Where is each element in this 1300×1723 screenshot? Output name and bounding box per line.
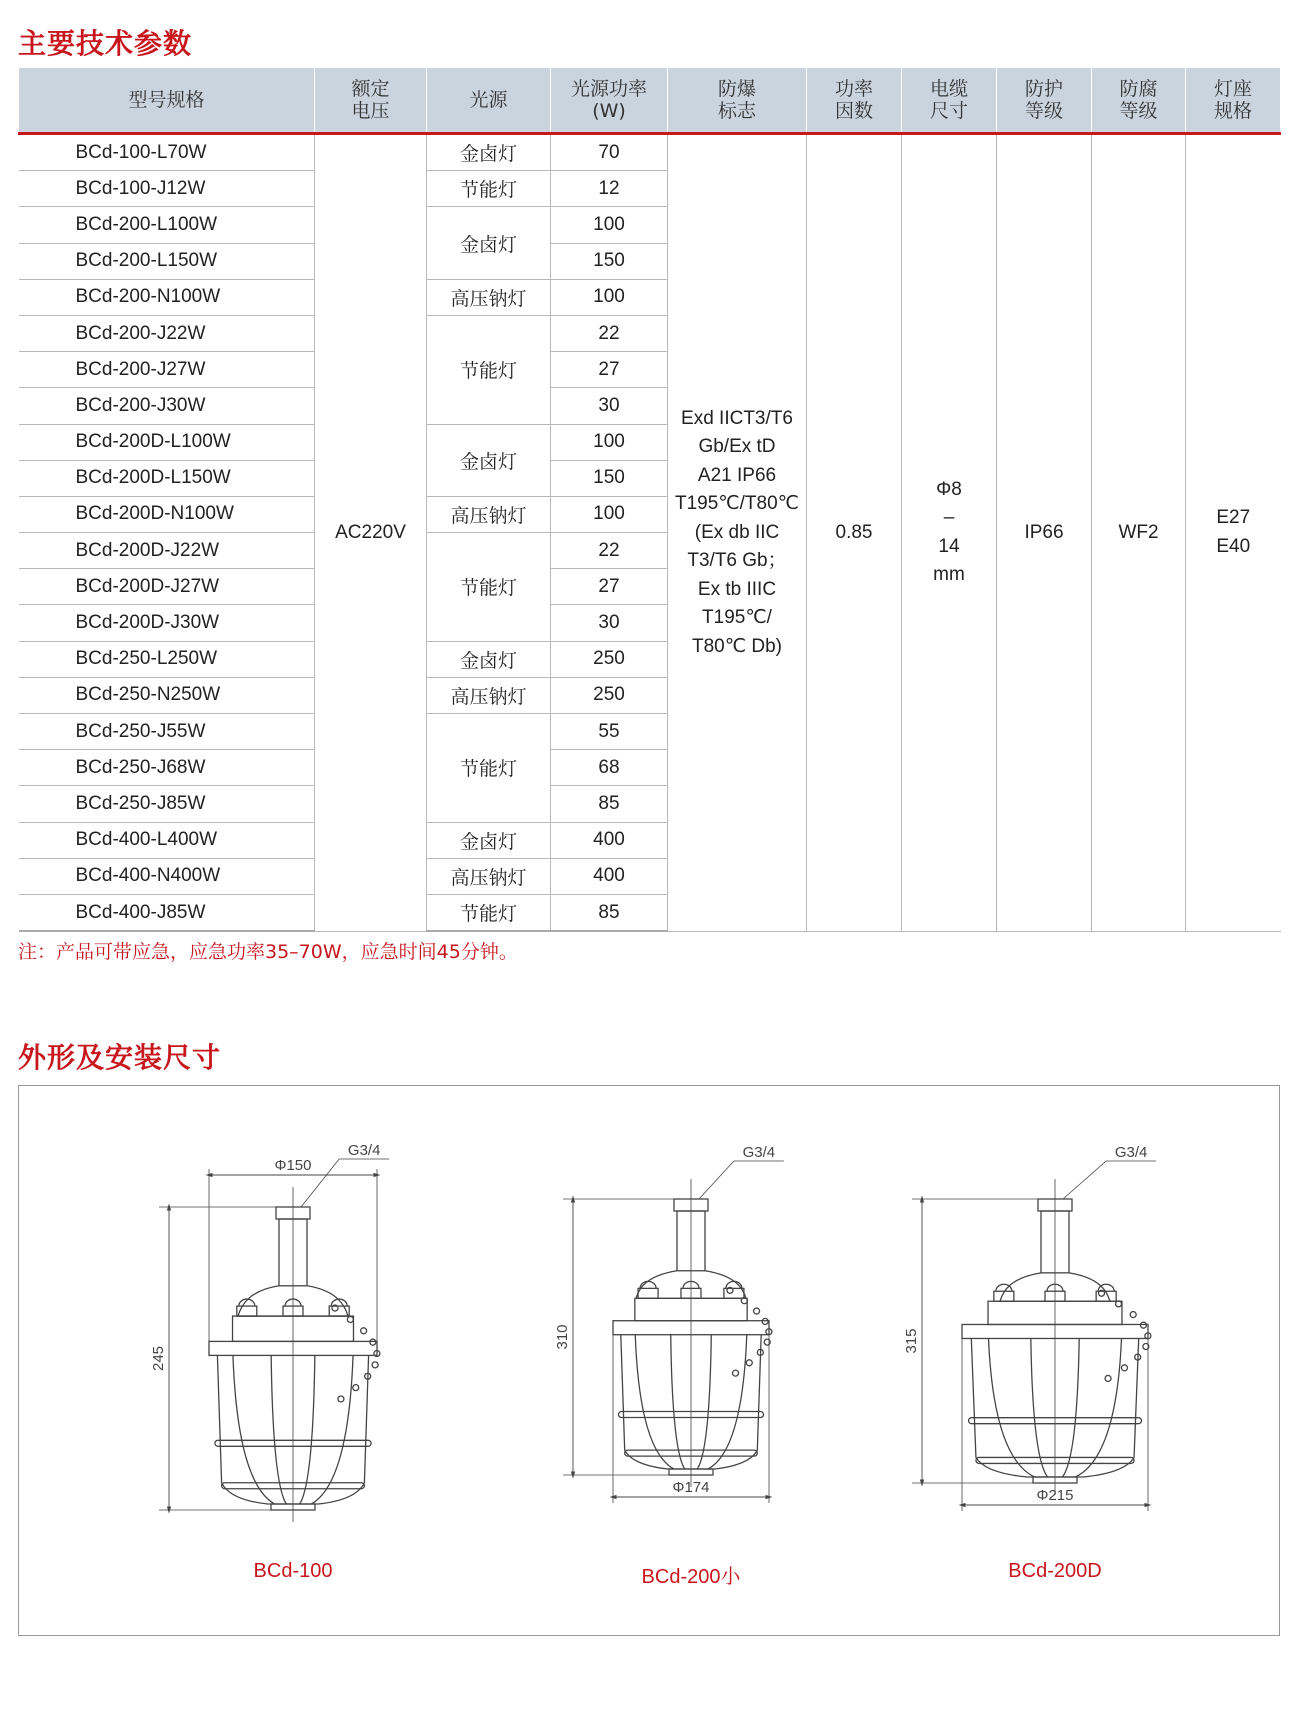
model-cell: BCd-200D-N100W — [19, 496, 315, 532]
power-cell: 100 — [551, 279, 668, 315]
light-source-cell: 金卤灯 — [427, 822, 551, 858]
socket-cell: E27 E40 — [1186, 134, 1281, 932]
cage-bar — [989, 1338, 1035, 1477]
thread-leader-line — [1063, 1161, 1156, 1199]
thread-leader-line — [301, 1159, 389, 1207]
model-cell: BCd-200D-J27W — [19, 569, 315, 605]
cable-size-cell: Φ8 – 14 mm — [902, 134, 997, 932]
column-header: 防腐 等级 — [1092, 68, 1186, 134]
light-source-cell: 节能灯 — [427, 171, 551, 207]
model-cell: BCd-200D-J30W — [19, 605, 315, 641]
light-source-cell: 高压钠灯 — [427, 496, 551, 532]
chain-link — [353, 1385, 359, 1391]
power-cell: 85 — [551, 894, 668, 931]
power-cell: 250 — [551, 641, 668, 677]
column-header: 电缆 尺寸 — [902, 68, 997, 134]
table-header-row — [19, 68, 1281, 134]
cage-bar — [1075, 1338, 1121, 1477]
model-cell: BCd-100-L70W — [19, 134, 315, 171]
power-cell: 27 — [551, 352, 668, 388]
thread-label: G3/4 — [742, 1144, 776, 1161]
power-cell: 100 — [551, 424, 668, 460]
model-cell: BCd-200-J30W — [19, 388, 315, 424]
chain-link — [754, 1308, 760, 1314]
bolt — [638, 1288, 658, 1298]
cage-bar — [1031, 1338, 1048, 1477]
dimension-drawings-panel — [18, 1085, 1280, 1636]
model-cell: BCd-400-N400W — [19, 858, 315, 894]
power-cell: 55 — [551, 714, 668, 750]
drawing-caption: BCd-100 — [253, 1560, 333, 1582]
height-label: 245 — [150, 1345, 167, 1372]
model-cell: BCd-400-L400W — [19, 822, 315, 858]
model-cell: BCd-250-J68W — [19, 750, 315, 786]
power-factor-cell: 0.85 — [807, 134, 902, 932]
power-cell: 150 — [551, 243, 668, 279]
model-cell: BCd-200-L150W — [19, 243, 315, 279]
model-cell: BCd-200D-L150W — [19, 460, 315, 496]
section-title-dimensions: 外形及安装尺寸 — [18, 1041, 222, 1074]
column-header: 功率 因数 — [807, 68, 902, 134]
power-cell: 30 — [551, 605, 668, 641]
cage-bar — [300, 1355, 315, 1504]
ex-mark-cell: Exd IICT3/T6 Gb/Ex tD A21 IP66 T195℃/T80℃ (Ex db IIC T3/T6 Gb； Ex tb IIIC T195℃/ T80℃ Db) — [668, 134, 807, 932]
power-cell: 400 — [551, 858, 668, 894]
power-cell: 70 — [551, 134, 668, 171]
light-source-cell: 高压钠灯 — [427, 677, 551, 713]
light-source-cell: 节能灯 — [427, 315, 551, 424]
chain-link — [347, 1316, 353, 1322]
column-header: 防爆 标志 — [668, 68, 807, 134]
light-source-cell: 金卤灯 — [427, 641, 551, 677]
model-cell: BCd-250-N250W — [19, 677, 315, 713]
chain-link — [361, 1328, 367, 1334]
chain-link — [746, 1360, 752, 1366]
light-source-cell: 节能灯 — [427, 714, 551, 823]
spec-table — [18, 68, 1281, 932]
column-header: 防护 等级 — [997, 68, 1092, 134]
cage-bar — [708, 1335, 747, 1469]
model-cell: BCd-200-L100W — [19, 207, 315, 243]
light-source-cell: 金卤灯 — [427, 207, 551, 279]
chain-link — [372, 1362, 378, 1368]
power-cell: 22 — [551, 533, 668, 569]
light-source-cell: 高压钠灯 — [427, 858, 551, 894]
chain-link — [733, 1370, 739, 1376]
power-cell: 400 — [551, 822, 668, 858]
power-cell: 100 — [551, 207, 668, 243]
width-label: Φ174 — [672, 1479, 710, 1496]
section-title-specs: 主要技术参数 — [18, 27, 193, 60]
lamp-drawings — [19, 1086, 1281, 1637]
power-cell: 150 — [551, 460, 668, 496]
power-cell: 30 — [551, 388, 668, 424]
model-cell: BCd-200D-L100W — [19, 424, 315, 460]
chain-link — [1105, 1375, 1111, 1381]
bolt-head — [640, 1281, 656, 1288]
power-cell: 27 — [551, 569, 668, 605]
lamp-drawing — [912, 1161, 1156, 1511]
column-header: 灯座 规格 — [1186, 68, 1281, 134]
column-header: 额定 电压 — [315, 68, 427, 134]
thread-leader-line — [699, 1161, 784, 1199]
cage-bar — [271, 1355, 286, 1504]
chain-link — [370, 1339, 376, 1345]
voltage-cell: AC220V — [315, 134, 427, 932]
model-cell: BCd-200-J22W — [19, 315, 315, 351]
power-cell: 100 — [551, 496, 668, 532]
protection-grade-cell: IP66 — [997, 134, 1092, 932]
model-cell: BCd-400-J85W — [19, 894, 315, 931]
power-cell: 85 — [551, 786, 668, 822]
thread-label: G3/4 — [1114, 1144, 1148, 1161]
chain-link — [762, 1318, 768, 1324]
cage-bar — [1062, 1338, 1079, 1477]
power-cell: 250 — [551, 677, 668, 713]
model-cell: BCd-200-N100W — [19, 279, 315, 315]
model-cell: BCd-250-J55W — [19, 714, 315, 750]
light-source-cell: 高压钠灯 — [427, 279, 551, 315]
anticorrosion-grade-cell: WF2 — [1092, 134, 1186, 932]
column-header: 型号规格 — [19, 68, 315, 134]
power-cell: 22 — [551, 315, 668, 351]
cage-bar — [671, 1335, 685, 1469]
table-note: 注：产品可带应急，应急功率35–70W，应急时间45分钟。 — [18, 941, 518, 963]
column-header: 光源功率 (W) — [551, 68, 668, 134]
model-cell: BCd-250-L250W — [19, 641, 315, 677]
height-label: 315 — [903, 1328, 920, 1354]
cage-bar — [233, 1355, 275, 1504]
width-label: Φ150 — [274, 1157, 312, 1174]
chain-link — [1130, 1312, 1136, 1318]
drawing-caption: BCd-200小 — [641, 1566, 741, 1588]
light-source-cell: 节能灯 — [427, 533, 551, 642]
chain-link — [338, 1396, 344, 1402]
model-cell: BCd-200D-J22W — [19, 533, 315, 569]
chain-link — [1140, 1322, 1146, 1328]
model-cell: BCd-250-J85W — [19, 786, 315, 822]
height-label: 310 — [554, 1324, 571, 1350]
lamp-drawing — [563, 1161, 784, 1503]
model-cell: BCd-200-J27W — [19, 352, 315, 388]
light-source-cell: 金卤灯 — [427, 134, 551, 171]
light-source-cell: 金卤灯 — [427, 424, 551, 496]
drawing-caption: BCd-200D — [1008, 1560, 1102, 1582]
table-row — [19, 134, 1281, 171]
lamp-drawing — [159, 1159, 389, 1522]
thread-label: G3/4 — [347, 1142, 381, 1159]
cage-bar — [635, 1335, 674, 1469]
cage-bar — [311, 1355, 353, 1504]
power-cell: 12 — [551, 171, 668, 207]
column-header: 光源 — [427, 68, 551, 134]
light-source-cell: 节能灯 — [427, 894, 551, 931]
power-cell: 68 — [551, 750, 668, 786]
width-label: Φ215 — [1036, 1487, 1074, 1504]
model-cell: BCd-100-J12W — [19, 171, 315, 207]
cage-bar — [697, 1335, 711, 1469]
chain-link — [1121, 1365, 1127, 1371]
